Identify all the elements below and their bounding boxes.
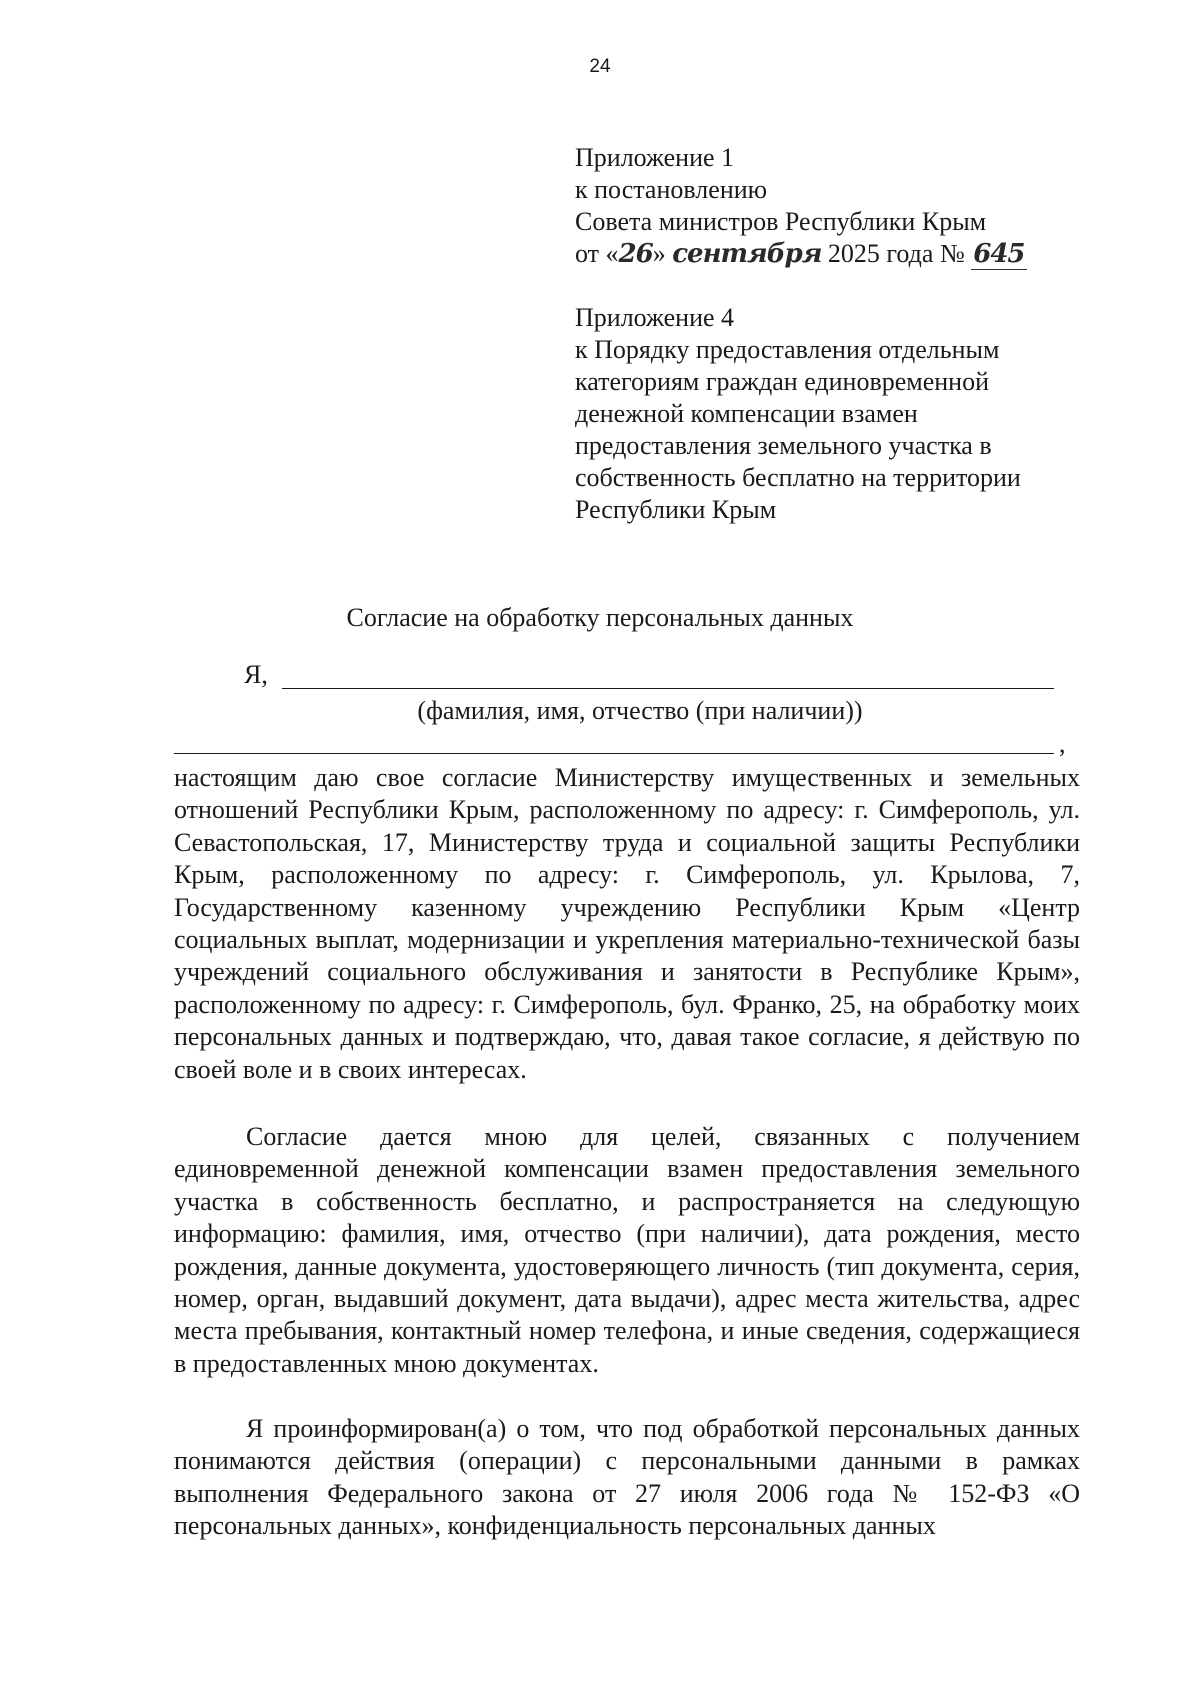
annex1-block [575,142,1095,270]
annex1-title: Приложение 1 [575,143,735,172]
handwritten-number: 645 [973,239,1025,269]
fio-prefix: Я, [244,660,268,689]
annex4-line: к Порядку предоставления отдельным [575,335,1000,364]
annex4-line: Республики Крым [575,495,777,524]
date-mid: » [652,239,673,268]
handwritten-day: 26 [618,239,653,269]
line-end-comma: , [1059,729,1066,758]
date-year: 2025 года № [827,239,965,268]
annex1-council: Совета министров Республики Крым [575,207,987,236]
annex4-line: категориям граждан единовременной [575,367,990,396]
date-prefix: от « [575,239,619,268]
annex4-line: предоставления земельного участка в [575,431,992,460]
annex4-block [575,302,1095,526]
fio-caption: (фамилия, имя, отчество (при наличии)) [417,696,863,725]
annex4-line: Приложение 4 [575,303,735,332]
document-title: Согласие на обработку персональных данных [346,603,854,632]
paragraph-text: Согласие дается мною для целей, связанных с получением единовременной денежной компенсации взамен предоставления земельного участка в собственность бесплатно, и распространяется на следующую информацию: фамилия, имя, отчество (при наличии), дата рождения, место рождения, данные документа, удостоверяющего личность (тип документа, серия, номер, орган, выдавший документ, дата выдачи), адрес места жительства, адрес места пребывания, контактный номер телефона, и иные сведения, содержащиеся в предоставленных мною документах. [174,1122,1080,1378]
second-blank-line [174,753,1054,754]
paragraph-text: настоящим даю свое согласие Министерству имущественных и земельных отношений Республики Крым, расположенному по адресу: г. Симферополь, ул. Севастопольская, 17, Министерству труда и социальной защиты Республики Крым, расположенному по адресу: г. Симферополь, ул. Крылова, 7, Государственному казенному учреждению Республики Крым «Центр социальных выплат, модернизации и укрепления материально-технической базы учреждений социального обслуживания и занятости в Республике Крым», расположенному по адресу: г. Симферополь, бул. Франко, 25, на обработку моих персональных данных и подтверждаю, что, давая такое согласие, я действую по своей воле и в своих интересах. [174,763,1080,1084]
consent-paragraph-3 [174,1413,1080,1543]
annex4-line: денежной компенсации взамен [575,399,918,428]
annex1-date-line [575,238,1095,270]
consent-paragraph-2 [174,1121,1080,1380]
handwritten-month: сентября [672,239,822,269]
annex1-to-resolution: к постановлению [575,175,768,204]
fio-blank-line [282,688,1054,689]
consent-paragraph-1 [174,762,1080,1086]
paragraph-text: Я проинформирован(а) о том, что под обработкой персональных данных понимаются действия (операции) с персональными данными в рамках выполнения Федерального закона от 27 июля 2006 года № 152-ФЗ «О персональных данных», конфиденциальность персональных данных [174,1414,1080,1541]
annex4-line: собственность бесплатно на территории [575,463,1021,492]
page-number: 24 [589,56,611,77]
